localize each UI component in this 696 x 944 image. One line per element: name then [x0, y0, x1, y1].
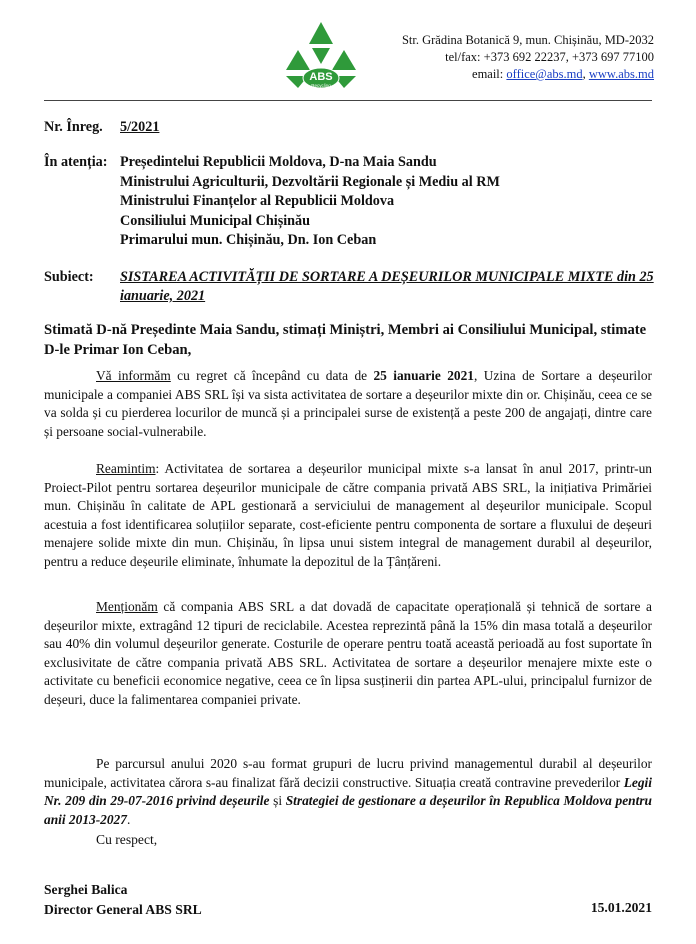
tel-fax: tel/fax: +373 692 22237, +373 697 77100: [445, 50, 654, 64]
email-line: email: office@abs.md, www.abs.md: [472, 67, 654, 81]
paragraph-4: Pe parcursul anului 2020 s-au format grupuri de lucru privind managementul durabil al deșeurilor municipale, activitatea cărora s-au finalizat fără decizii constructive. Situația creată contravine prevederilor Legii Nr. 209 din 29-07-2016 privind deșeurile și Strategiei de gestionare a deșeurilor în Republica Moldova pentru anii 2013-2027.: [44, 756, 652, 827]
recipient: Ministrului Agriculturii, Dezvoltării Regionale și Mediu al RM: [120, 173, 500, 190]
logo-text: ABS: [309, 71, 333, 83]
letter-date: 15.01.2021: [590, 900, 652, 915]
email-link[interactable]: office@abs.md: [506, 67, 583, 81]
recipients-list: [120, 153, 500, 251]
registration-number: 5/2021: [120, 119, 160, 135]
recipient: Președintelui Republicii Moldova, D-na Maia Sandu: [120, 154, 437, 170]
recipient: Primarului mun. Chișinău, Dn. Ion Ceban: [120, 232, 377, 249]
logo-subtext: Recycling: [311, 83, 331, 88]
website-link[interactable]: www.abs.md: [588, 67, 654, 81]
paragraph-2: Reamintim: Activitatea de sortarea a deșeurilor municipal mixte s-a lansat în anul 2017, printr-un Proiect-Pilot pentru sortarea deșeurilor municipale de către compania privată ABS SRL, la inițiativa Primăriei mun. Chișinău în calitate de APL gestionară a serviciului de management al deșeurilor municipale. Scopul acestuia a fost identificarea soluțiilor separate, cost-eficiente pentru componenta de sortare a fluxului de deșeuri menajere solide mixte din mun. Chișinău, în lipsa unui sistem integral de management durabil al deșeurilor, pentru a reduce deșeurile eliminate, înhumate la depozitul de la Țânțăreni.: [44, 461, 652, 569]
paragraph-3: Menționăm că compania ABS SRL a dat dovadă de capacitate operațională și tehnică de sortare a deșeurilor mixte, extragând 12 tipuri de reciclabile. Acestea reprezintă până la 15% din masa totală a deșeurilor sau 40% din volumul deșeurilor generate. Costurile de operare pentru toată această perioadă au fost suportate în exclusivitate de către compania privată ABS SRL. Activitatea de sortare a deșeurilor menajere mixte este o activitate cu beneficii economice negative, ceea ce în lipsa susținerii din partea APL-ului, principalul furnizor de deșeuri, duce la falimentarea companiei private.: [44, 599, 652, 707]
closing: Cu respect,: [96, 832, 158, 847]
greeting: Stimată D-nă Președinte Maia Sandu, stimați Miniștri, Membri ai Consiliului Municipal, stimate D-le Primar Ion Ceban,: [44, 322, 647, 358]
subject-text: SISTAREA ACTIVITĂȚII DE SORTARE A DEȘEURILOR MUNICIPALE MIXTE din 25 ianuarie, 2021: [120, 269, 654, 304]
paragraph-1: Vă informăm cu regret că începând cu data de 25 ianuarie 2021, Uzina de Sortare a deșeurilor municipale a companiei ABS SRL își va sista activitatea de sortare a deșeurilor mixte din or. Chișinău, ceea ce se va solda și cu pierderea locurilor de muncă și a principalei surse de existență a peste 200 de angajați, dintre care și persoane social-vulnerabile.: [44, 368, 653, 439]
signer-name: Serghei Balica: [44, 882, 128, 897]
recipient: Ministrului Finanțelor al Republicii Moldova: [120, 193, 395, 210]
contact-block: [402, 32, 654, 83]
registration-line: [44, 118, 159, 138]
recipient: Consiliului Municipal Chișinău: [120, 212, 311, 229]
attention-label: În atenția:: [44, 154, 108, 170]
registration-label: Nr. Înreg.: [44, 119, 103, 135]
subject-label: Subiect:: [44, 269, 94, 285]
header-divider: [44, 100, 652, 101]
abs-recycling-logo: [278, 20, 364, 90]
signature-block: [44, 880, 202, 920]
address: Str. Grădina Botanică 9, mun. Chișinău, MD-2032: [401, 33, 654, 47]
signer-title: Director General ABS SRL: [44, 902, 202, 917]
